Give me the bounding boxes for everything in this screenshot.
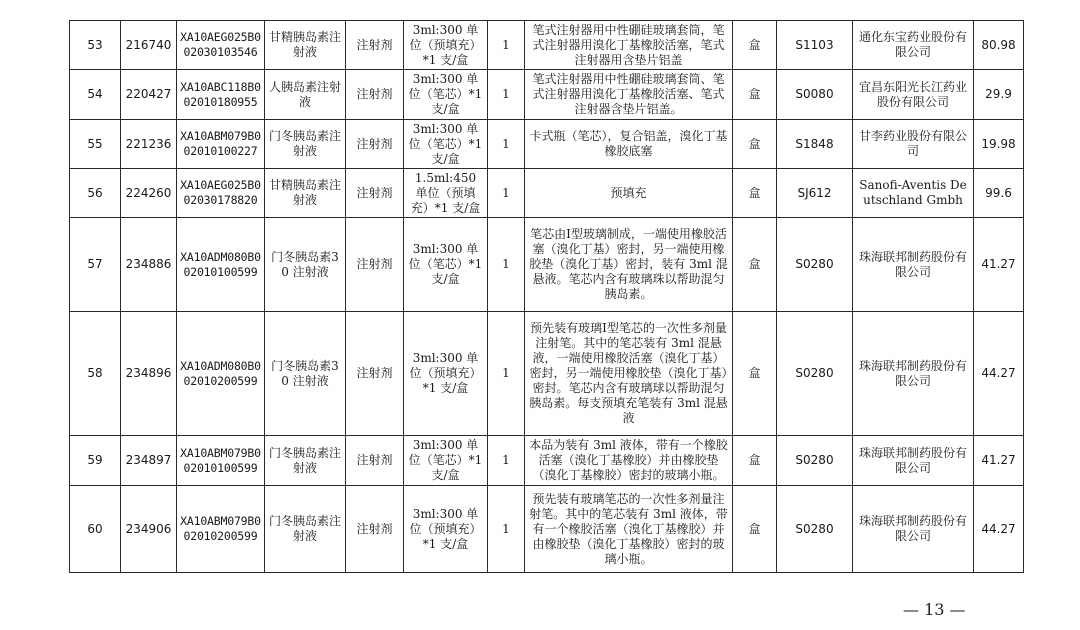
drug-table bbox=[69, 20, 1024, 573]
manufacturer: Sanofi-Aventis Deutschland Gmbh bbox=[853, 169, 974, 218]
package-unit: 盒 bbox=[733, 436, 777, 486]
drug-code: XA10ABC118B002010180955 bbox=[177, 70, 265, 120]
specification: 3ml:300 单位（笔芯）*1 支/盒 bbox=[404, 120, 488, 169]
specification: 3ml:300 单位（笔芯）*1 支/盒 bbox=[404, 218, 488, 312]
drug-name: 门冬胰岛素注射液 bbox=[265, 436, 346, 486]
conversion-factor: 1 bbox=[488, 169, 525, 218]
table-row bbox=[70, 486, 1024, 573]
drug-id: 234906 bbox=[121, 486, 177, 573]
drug-name: 门冬胰岛素30 注射液 bbox=[265, 218, 346, 312]
price: 44.27 bbox=[974, 312, 1024, 436]
dosage-form: 注射剂 bbox=[346, 21, 404, 70]
drug-id: 224260 bbox=[121, 169, 177, 218]
manufacturer: 甘李药业股份有限公司 bbox=[853, 120, 974, 169]
price: 19.98 bbox=[974, 120, 1024, 169]
packaging-material: 预填充 bbox=[525, 169, 733, 218]
row-number: 60 bbox=[70, 486, 121, 573]
drug-id: 234897 bbox=[121, 436, 177, 486]
drug-id: 220427 bbox=[121, 70, 177, 120]
manufacturer: 珠海联邦制药股份有限公司 bbox=[853, 486, 974, 573]
conversion-factor: 1 bbox=[488, 436, 525, 486]
drug-name: 门冬胰岛素注射液 bbox=[265, 486, 346, 573]
manufacturer: 珠海联邦制药股份有限公司 bbox=[853, 312, 974, 436]
conversion-factor: 1 bbox=[488, 218, 525, 312]
specification: 3ml:300 单位（预填充）*1 支/盒 bbox=[404, 21, 488, 70]
approval-number: S0280 bbox=[777, 486, 853, 573]
specification: 3ml:300 单位（笔芯）*1 支/盒 bbox=[404, 70, 488, 120]
row-number: 55 bbox=[70, 120, 121, 169]
manufacturer: 宜昌东阳光长江药业股份有限公司 bbox=[853, 70, 974, 120]
package-unit: 盒 bbox=[733, 21, 777, 70]
manufacturer: 珠海联邦制药股份有限公司 bbox=[853, 218, 974, 312]
page-number: — 13 — bbox=[903, 600, 966, 619]
drug-name: 门冬胰岛素注射液 bbox=[265, 120, 346, 169]
conversion-factor: 1 bbox=[488, 312, 525, 436]
row-number: 56 bbox=[70, 169, 121, 218]
drug-id: 221236 bbox=[121, 120, 177, 169]
approval-number: S0280 bbox=[777, 436, 853, 486]
packaging-material: 本品为装有 3ml 液体，带有一个橡胶活塞（溴化丁基橡胶）并由橡胶垫（溴化丁基橡胶）密封的玻璃小瓶。 bbox=[525, 436, 733, 486]
table-row bbox=[70, 21, 1024, 70]
conversion-factor: 1 bbox=[488, 120, 525, 169]
drug-code: XA10ABM079B002010100227 bbox=[177, 120, 265, 169]
approval-number: SJ612 bbox=[777, 169, 853, 218]
manufacturer: 珠海联邦制药股份有限公司 bbox=[853, 436, 974, 486]
drug-code: XA10AEG025B002030178820 bbox=[177, 169, 265, 218]
package-unit: 盒 bbox=[733, 70, 777, 120]
dosage-form: 注射剂 bbox=[346, 218, 404, 312]
drug-name: 甘精胰岛素注射液 bbox=[265, 21, 346, 70]
price: 41.27 bbox=[974, 436, 1024, 486]
table-row bbox=[70, 218, 1024, 312]
price: 44.27 bbox=[974, 486, 1024, 573]
drug-id: 234886 bbox=[121, 218, 177, 312]
conversion-factor: 1 bbox=[488, 21, 525, 70]
packaging-material: 笔式注射器用中性硼硅玻璃套筒、笔式注射器用溴化丁基橡胶活塞、笔式注射器含垫片铝盖。 bbox=[525, 70, 733, 120]
dosage-form: 注射剂 bbox=[346, 169, 404, 218]
row-number: 59 bbox=[70, 436, 121, 486]
package-unit: 盒 bbox=[733, 218, 777, 312]
approval-number: S1848 bbox=[777, 120, 853, 169]
row-number: 54 bbox=[70, 70, 121, 120]
row-number: 58 bbox=[70, 312, 121, 436]
specification: 3ml:300 单位（预填充）*1 支/盒 bbox=[404, 486, 488, 573]
table-row bbox=[70, 436, 1024, 486]
drug-id: 216740 bbox=[121, 21, 177, 70]
approval-number: S1103 bbox=[777, 21, 853, 70]
dosage-form: 注射剂 bbox=[346, 486, 404, 573]
package-unit: 盒 bbox=[733, 120, 777, 169]
approval-number: S0280 bbox=[777, 312, 853, 436]
specification: 3ml:300 单位（预填充）*1 支/盒 bbox=[404, 312, 488, 436]
packaging-material: 笔芯由Ⅰ型玻璃制成，一端使用橡胶活塞（溴化丁基）密封，另一端使用橡胶垫（溴化丁基）密封，装有 3ml 混悬液。笔芯内含有玻璃珠以帮助混匀胰岛素。 bbox=[525, 218, 733, 312]
table-row bbox=[70, 312, 1024, 436]
price: 80.98 bbox=[974, 21, 1024, 70]
drug-code: XA10ABM079B002010100599 bbox=[177, 436, 265, 486]
package-unit: 盒 bbox=[733, 169, 777, 218]
drug-code: XA10ADM080B002010200599 bbox=[177, 312, 265, 436]
price: 99.6 bbox=[974, 169, 1024, 218]
packaging-material: 卡式瓶（笔芯），复合铝盖，溴化丁基橡胶底塞 bbox=[525, 120, 733, 169]
dosage-form: 注射剂 bbox=[346, 436, 404, 486]
dosage-form: 注射剂 bbox=[346, 312, 404, 436]
drug-name: 人胰岛素注射液 bbox=[265, 70, 346, 120]
packaging-material: 预先装有玻璃笔芯的一次性多剂量注射笔。其中的笔芯装有 3ml 液体，带有一个橡胶活塞（溴化丁基橡胶）并由橡胶垫（溴化丁基橡胶）密封的玻璃小瓶。 bbox=[525, 486, 733, 573]
manufacturer: 通化东宝药业股份有限公司 bbox=[853, 21, 974, 70]
table-row bbox=[70, 169, 1024, 218]
package-unit: 盒 bbox=[733, 486, 777, 573]
packaging-material: 笔式注射器用中性硼硅玻璃套筒，笔式注射器用溴化丁基橡胶活塞，笔式注射器用含垫片铝盖 bbox=[525, 21, 733, 70]
row-number: 53 bbox=[70, 21, 121, 70]
specification: 3ml:300 单位（笔芯）*1 支/盒 bbox=[404, 436, 488, 486]
packaging-material: 预先装有玻璃Ⅰ型笔芯的一次性多剂量注射笔。其中的笔芯装有 3ml 混悬液，一端使用橡胶活塞（溴化丁基）密封，另一端使用橡胶垫（溴化丁基）密封。笔芯内含有玻璃球以帮助混匀胰岛素。每支预填充笔装有 3ml 混悬液 bbox=[525, 312, 733, 436]
drug-code: XA10ADM080B002010100599 bbox=[177, 218, 265, 312]
drug-code: XA10AEG025B002030103546 bbox=[177, 21, 265, 70]
dosage-form: 注射剂 bbox=[346, 70, 404, 120]
table-row bbox=[70, 70, 1024, 120]
row-number: 57 bbox=[70, 218, 121, 312]
price: 41.27 bbox=[974, 218, 1024, 312]
price: 29.9 bbox=[974, 70, 1024, 120]
approval-number: S0080 bbox=[777, 70, 853, 120]
approval-number: S0280 bbox=[777, 218, 853, 312]
conversion-factor: 1 bbox=[488, 486, 525, 573]
conversion-factor: 1 bbox=[488, 70, 525, 120]
dosage-form: 注射剂 bbox=[346, 120, 404, 169]
drug-name: 甘精胰岛素注射液 bbox=[265, 169, 346, 218]
table-row bbox=[70, 120, 1024, 169]
drug-code: XA10ABM079B002010200599 bbox=[177, 486, 265, 573]
specification: 1.5ml:450 单位（预填充）*1 支/盒 bbox=[404, 169, 488, 218]
drug-name: 门冬胰岛素30 注射液 bbox=[265, 312, 346, 436]
drug-id: 234896 bbox=[121, 312, 177, 436]
package-unit: 盒 bbox=[733, 312, 777, 436]
